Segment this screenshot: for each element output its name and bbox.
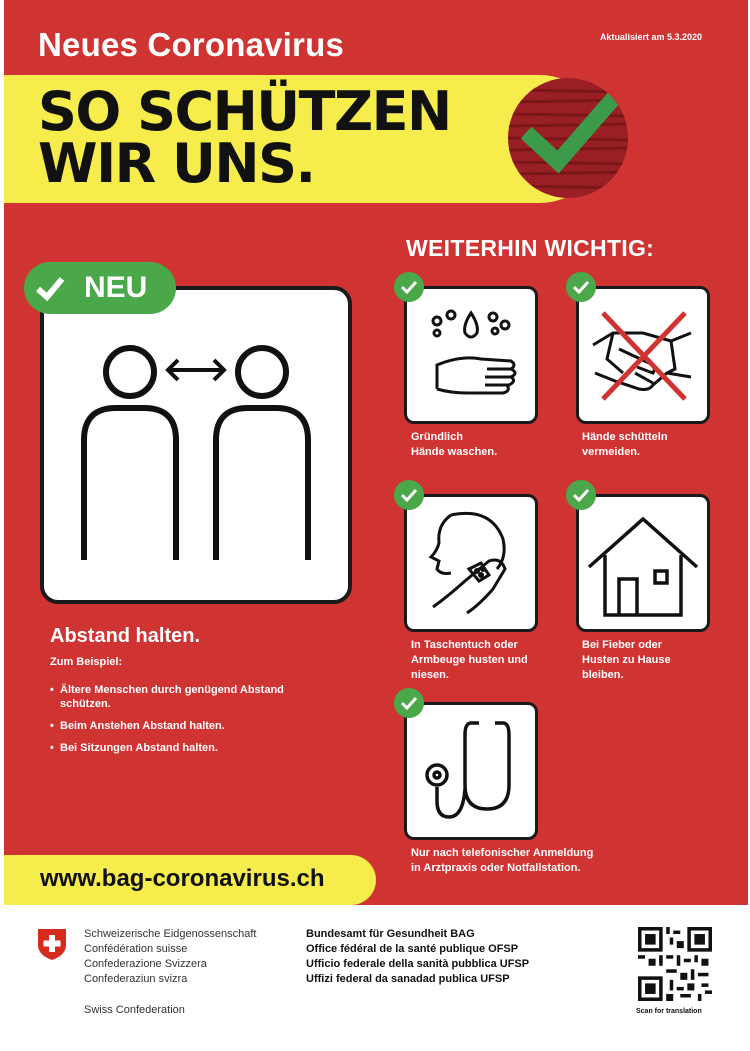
- checkmark-badge-icon: [508, 78, 628, 198]
- confederation-line: Confederaziun svizra: [84, 973, 188, 985]
- office-line: Bundesamt für Gesundheit BAG: [306, 928, 475, 940]
- keep-distance-icon: [44, 290, 348, 600]
- check-icon: [34, 272, 66, 304]
- hand-washing-card: [404, 286, 538, 424]
- swiss-confederation: Swiss Confederation: [84, 1004, 185, 1016]
- check-icon: [566, 480, 596, 510]
- distance-title: Abstand halten.: [50, 625, 201, 647]
- distance-subtitle: Zum Beispiel:: [50, 656, 123, 668]
- stay-home-card: [576, 494, 710, 632]
- caption-line: Bei Fieber oder: [582, 639, 663, 651]
- caption-line: in Arztpraxis oder Notfallstation.: [411, 862, 581, 874]
- confederation-line: Confédération suisse: [84, 943, 188, 955]
- doctor-card: [404, 702, 538, 840]
- federal-office-names: [306, 927, 529, 987]
- caption-line: Hände schütteln: [582, 431, 668, 443]
- swiss-coat-of-arms-icon: [36, 927, 68, 961]
- check-icon: [394, 272, 424, 302]
- cough-into-elbow-icon: [407, 497, 535, 629]
- caption-line: Armbeuge husten und: [411, 654, 528, 666]
- caption-line: niesen.: [411, 669, 449, 681]
- website-link[interactable]: www.bag-coronavirus.ch: [40, 865, 325, 892]
- caption-line: Gründlich: [411, 431, 463, 443]
- distance-examples: [50, 683, 310, 763]
- footer: [0, 905, 750, 1051]
- confederation-line: Schweizerische Eidgenossenschaft: [84, 928, 257, 940]
- headline: [38, 80, 451, 195]
- no-handshake-icon: [579, 289, 707, 421]
- caption-line: bleiben.: [582, 669, 624, 681]
- cough-caption: [411, 638, 528, 683]
- office-line: Office fédéral de la santé publique OFSP: [306, 943, 519, 955]
- qr-code-icon[interactable]: [638, 927, 712, 1001]
- stay-home-caption: [582, 638, 671, 683]
- house-icon: [579, 497, 707, 629]
- poster-kicker: Neues Coronavirus: [38, 26, 344, 63]
- cough-card: [404, 494, 538, 632]
- doctor-caption: [411, 846, 593, 876]
- hand-washing-caption: [411, 430, 497, 460]
- caption-line: Husten zu Hause: [582, 654, 671, 666]
- new-tag: [24, 262, 176, 314]
- check-icon: [566, 272, 596, 302]
- headline-line-2: WIR UNS.: [38, 132, 315, 195]
- caption-line: Nur nach telefonischer Anmeldung: [411, 847, 594, 859]
- distance-card: [40, 286, 352, 604]
- still-important-heading: WEITERHIN WICHTIG:: [406, 235, 655, 261]
- no-handshake-caption: [582, 430, 668, 460]
- caption-line: In Taschentuch oder: [411, 639, 518, 651]
- confederation-line: Confederazione Svizzera: [84, 958, 207, 970]
- hand-washing-icon: [407, 289, 535, 421]
- headline-line-1: SO SCHÜTZEN: [38, 80, 451, 143]
- qr-caption: Scan for translation: [636, 1008, 702, 1015]
- office-line: Ufficio federale della sanità pubblica UFSP: [306, 958, 530, 970]
- updated-date: Aktualisiert am 5.3.2020: [599, 32, 702, 42]
- caption-line: vermeiden.: [582, 446, 641, 458]
- list-item: • Ältere Menschen durch genügend Abstand schützen.: [50, 683, 310, 711]
- new-tag-label: NEU: [84, 271, 148, 304]
- check-icon: [394, 688, 424, 718]
- check-icon: [394, 480, 424, 510]
- confederation-names: [84, 927, 256, 987]
- stethoscope-icon: [407, 705, 535, 837]
- caption-line: Hände waschen.: [411, 446, 498, 458]
- list-item: • Beim Anstehen Abstand halten.: [50, 719, 310, 733]
- website-band: [4, 855, 376, 905]
- no-handshake-card: [576, 286, 710, 424]
- list-item: • Bei Sitzungen Abstand halten.: [50, 741, 310, 755]
- office-line: Uffizi federal da sanadad publica UFSP: [306, 973, 510, 985]
